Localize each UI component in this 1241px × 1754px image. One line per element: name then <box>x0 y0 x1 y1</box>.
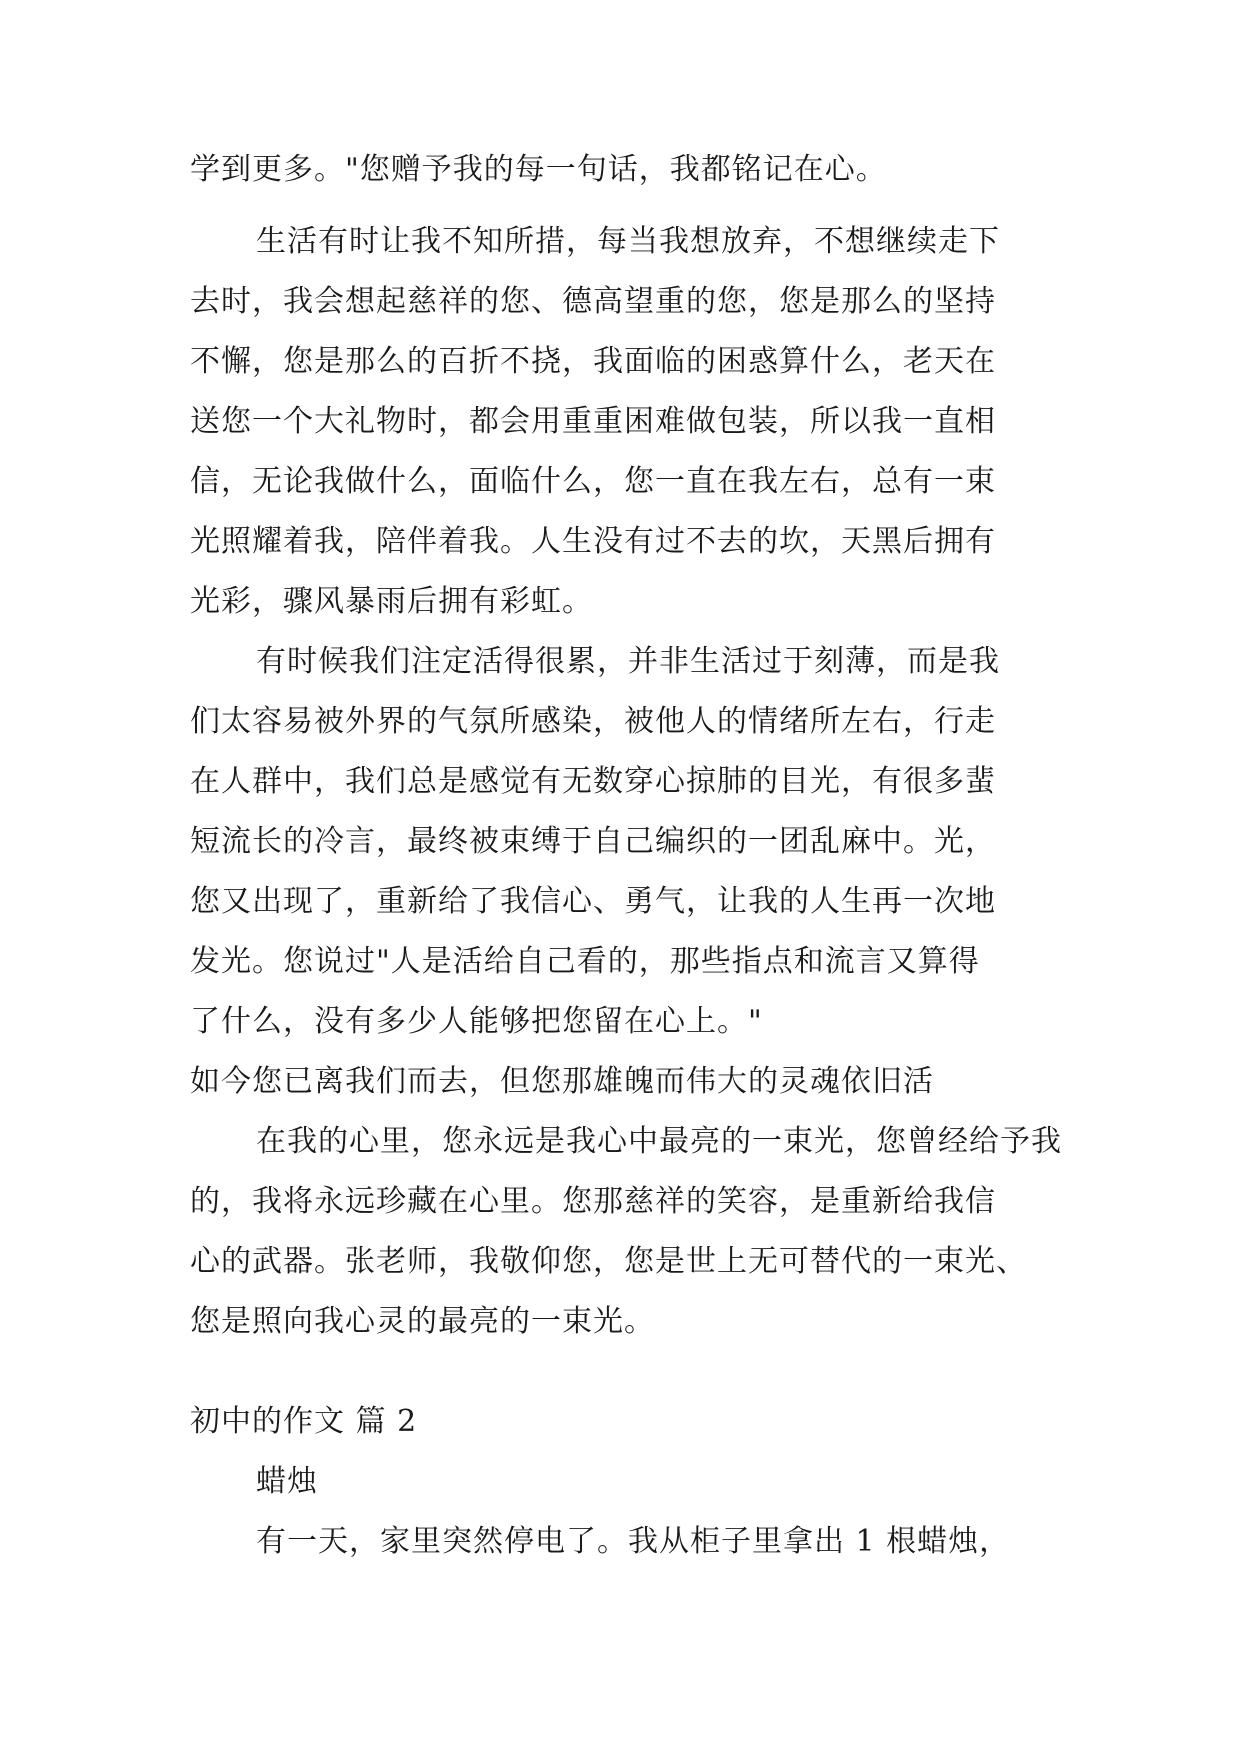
text-line: 如今您已离我们而去，但您那雄魄而伟大的灵魂依旧活 <box>190 1064 934 1099</box>
text-line: 信，无论我做什么，面临什么，您一直在我左右，总有一束 <box>190 464 996 499</box>
text-line: 学到更多。"您赠予我的每一句话，我都铭记在心。 <box>190 152 887 187</box>
section-heading: 初中的作文 篇 2 <box>190 1404 418 1439</box>
text-line: 发光。您说过"人是活给自己看的，那些指点和流言又算得 <box>190 944 980 979</box>
essay-title: 蜡烛 <box>256 1464 318 1499</box>
text-line: 光照耀着我，陪伴着我。人生没有过不去的坎，天黑后拥有 <box>190 524 996 559</box>
text-line: 不懈，您是那么的百折不挠，我面临的困惑算什么，老天在 <box>190 344 996 379</box>
paragraph-start: 在我的心里，您永远是我心中最亮的一束光，您曾经给予我 <box>256 1124 1062 1159</box>
text-line: 光彩，骤风暴雨后拥有彩虹。 <box>190 584 593 619</box>
text-line: 去时，我会想起慈祥的您、德高望重的您，您是那么的坚持 <box>190 284 996 319</box>
text-line: 们太容易被外界的气氛所感染，被他人的情绪所左右，行走 <box>190 704 996 739</box>
paragraph-start: 生活有时让我不知所措，每当我想放弃，不想继续走下 <box>256 224 1000 259</box>
text-line: 送您一个大礼物时，都会用重重困难做包装，所以我一直相 <box>190 404 996 439</box>
text-line: 您是照向我心灵的最亮的一束光。 <box>190 1304 655 1339</box>
paragraph-start: 有时候我们注定活得很累，并非生活过于刻薄，而是我 <box>256 644 1000 679</box>
text-line: 在人群中，我们总是感觉有无数穿心掠肺的目光，有很多蜚 <box>190 764 996 799</box>
text-line: 短流长的冷言，最终被束缚于自己编织的一团乱麻中。光， <box>190 824 996 859</box>
text-line: 心的武器。张老师，我敬仰您，您是世上无可替代的一束光、 <box>190 1244 1027 1279</box>
paragraph-start: 有一天，家里突然停电了。我从柜子里拿出 1 根蜡烛， <box>256 1524 1011 1559</box>
text-line: 您又出现了，重新给了我信心、勇气，让我的人生再一次地 <box>190 884 996 919</box>
text-line: 的，我将永远珍藏在心里。您那慈祥的笑容，是重新给我信 <box>190 1184 996 1219</box>
text-line: 了什么，没有多少人能够把您留在心上。" <box>190 1004 763 1039</box>
